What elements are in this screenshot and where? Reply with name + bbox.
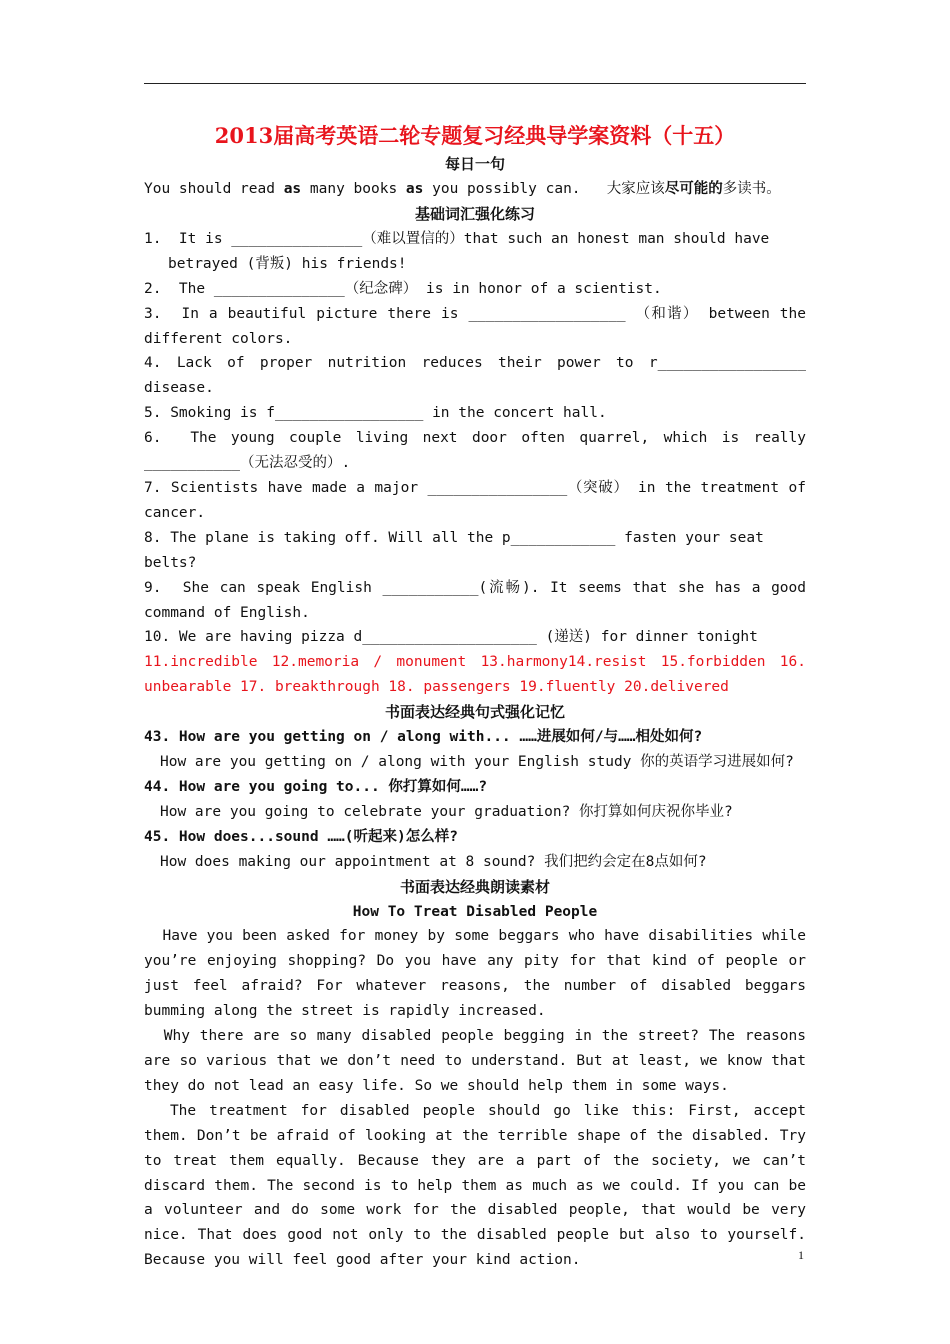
vocab-answers: 11.incredible 12.memoria / monument 13.harmony14.resist 15.forbidden 16. unbearable 17. breakthrough 18. passengers 19.fluently 20.delivered (144, 654, 806, 696)
document-body (144, 120, 815, 1273)
pattern-example: How are you getting on / along with your English study 你的英语学习进展如何? (160, 754, 794, 771)
reading-paragraph: The treatment for disabled people should go like this: First, accept them. Don’t be afraid of looking at the terrible shape of the disabled. Try to treat them equally. Because they are a part of the society, we can’t discard them. The second is to help them as much as we could. If you can be a volunteer and do some work for the disabled people, that would be very nice. That does good not only to the disabled people but also to yourself. Because you will feel good after your kind action. (144, 1102, 815, 1269)
vocab-item: 7. Scientists have made a major ________________（突破） in the treatment of cancer. (144, 479, 815, 521)
vocab-item: 3. In a beautiful picture there is __________________ （和谐） between the different colors. (144, 305, 815, 347)
daily-as-2: as (405, 181, 424, 197)
reading-paragraph: Have you been asked for money by some beggars who have disabilities while you’re enjoying shopping? Do you have any pity for that kind of people or just feel afraid? For whatever reasons, the number of disabled beggars bumming along the street is rapidly increased. (144, 928, 815, 1020)
reading-paragraph: Why there are so many disabled people begging in the street? The reasons are so various that we don’t need to understand. But at least, we know that they do not lead an easy life. So we should help them in some ways. (144, 1028, 815, 1094)
vocab-heading: 基础词汇强化练习 (414, 204, 535, 223)
vocab-item: betrayed (背叛) his friends! (168, 255, 407, 272)
vocab-item: 10. We are having pizza d____________________ (递送) for dinner tonight (144, 629, 758, 646)
vocab-item: 5. Smoking is f_________________ in the concert hall. (144, 405, 607, 422)
pattern-head: 44. How are you going to... 你打算如何……? (144, 778, 488, 795)
vocab-item: 8. The plane is taking off. Will all the p____________ fasten your seat belts? (144, 529, 773, 571)
page-number: 1 (798, 1248, 804, 1262)
patterns-heading: 书面表达经典句式强化记忆 (384, 703, 565, 722)
pattern-example: How are you going to celebrate your graduation? 你打算如何庆祝你毕业? (160, 803, 733, 820)
vocab-item: 2. The _______________（纪念碑） is in honor of a scientist. (144, 280, 662, 297)
daily-text-2: many books (301, 181, 406, 197)
pattern-head: 43. How are you getting on / along with... ……进展如何/与……相处如何? (144, 729, 703, 746)
reading-title: How To Treat Disabled People (352, 903, 598, 920)
document-title: 2013届高考英语二轮专题复习经典导学案资料（十五） (214, 123, 736, 148)
daily-sentence (144, 177, 806, 202)
reading-heading: 书面表达经典朗读素材 (399, 877, 550, 896)
daily-as-1: as (283, 181, 302, 197)
vocab-item: 6. The young couple living next door often quarrel, which is really ___________（无法忍受的）. (144, 430, 815, 472)
daily-heading: 每日一句 (444, 155, 505, 173)
pattern-head: 45. How does...sound ……(听起来)怎么样? (144, 828, 458, 845)
daily-zh-2: 多读书。 (722, 181, 781, 197)
daily-zh-bold: 尽可能的 (664, 181, 723, 197)
daily-text-1: You should read (144, 181, 284, 197)
pattern-example: How does making our appointment at 8 sound? 我们把约会定在8点如何? (160, 853, 707, 870)
vocab-item: 4. Lack of proper nutrition reduces their power to r_________________ disease. (144, 355, 815, 397)
daily-zh-1: 大家应该 (606, 181, 665, 197)
vocab-item: 1. It is _______________（难以置信的）that such an honest man should have (144, 230, 770, 247)
header-rule (144, 83, 806, 84)
daily-text-3: you possibly can. (423, 181, 607, 197)
vocab-item: 9. She can speak English ___________(流畅). It seems that she has a good command of English. (144, 579, 815, 621)
